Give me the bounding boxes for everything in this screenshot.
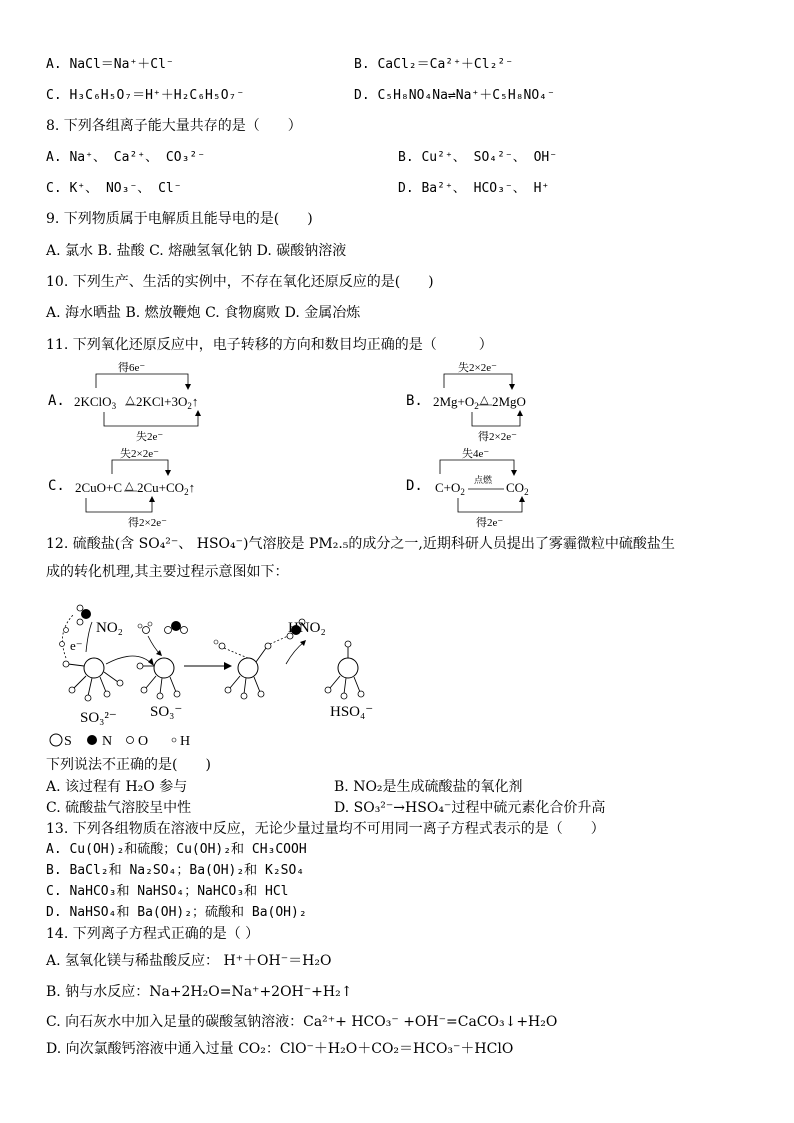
q11-c-reactant: 2CuO+C	[75, 480, 123, 495]
q12-legend-s: S	[64, 734, 72, 749]
q14-option-b: B. 钠与水反应：Na+2H₂O=Na⁺+2OH⁻+H₂↑	[46, 984, 353, 1000]
q11-c-label: C.	[48, 478, 65, 494]
q12-option-a: A. 该过程有 H₂O 参与	[46, 779, 188, 795]
q11-b-label: B.	[406, 393, 423, 409]
q13-option-d: D. NaHSO₄和 Ba(OH)₂；硫酸和 Ba(OH)₂	[46, 905, 307, 920]
q8-stem: 8. 下列各组离子能大量共存的是（ ）	[46, 118, 302, 134]
q12-legend-o: O	[138, 734, 149, 749]
q8-option-a: A. Na⁺、 Ca²⁺、 CO₃²⁻	[46, 150, 206, 165]
q11-a-label: A.	[48, 393, 65, 409]
q13-stem: 13. 下列各组物质在溶液中反应，无论少量过量均不可用同一离子方程式表示的是（ ）	[46, 821, 605, 837]
q14-option-d: D. 向次氯酸钙溶液中通入过量 CO₂：ClO⁻＋H₂O＋CO₂＝HCO₃⁻＋HClO	[46, 1041, 514, 1057]
q8-option-d: D. Ba²⁺、 HCO₃⁻、 H⁺	[398, 181, 550, 196]
q12-hno2-label: HNO₂	[288, 620, 326, 636]
q14-stem: 14. 下列离子方程式正确的是（ ）	[46, 926, 260, 942]
q7-option-d: D. C₅H₈NO₄Na⇌Na⁺＋C₅H₈NO₄⁻	[354, 88, 555, 103]
q11-a-reactant: 2KClO$_3$	[74, 394, 117, 411]
q12-legend-n: N	[102, 734, 113, 749]
q13-option-b: B. BaCl₂和 Na₂SO₄；Ba(OH)₂和 K₂SO₄	[46, 863, 305, 878]
q12-option-c: C. 硫酸盐气溶胶呈中性	[46, 800, 192, 816]
q13-option-a: A. Cu(OH)₂和硫酸；Cu(OH)₂和 CH₃COOH	[46, 842, 307, 857]
q11-a-top-label: 得6e⁻	[118, 362, 146, 374]
q10-stem: 10. 下列生产、生活的实例中，不存在氧化还原反应的是( )	[46, 274, 434, 290]
q11-d-product: $CO_2$	[506, 480, 529, 497]
q9-stem: 9. 下列物质属于电解质且能导电的是( )	[46, 211, 313, 227]
q11-a-product: $2KCl+3O_2↑$	[136, 394, 199, 411]
q11-a-bottom-label: 失2e⁻	[136, 431, 164, 443]
q12-so3-2-label: SO₃²⁻	[80, 710, 117, 726]
q12-electron: e⁻	[70, 638, 83, 653]
q13-option-c: C. NaHCO₃和 NaHSO₄；NaHCO₃和 HCl	[46, 884, 289, 899]
q11-c-condition: △	[125, 480, 134, 492]
q12-no2-label: NO₂	[96, 620, 123, 636]
q12-stem-line1: 12. 硫酸盐(含 SO₄²⁻、 HSO₄⁻)气溶胶是 PM₂.₅的成分之一,近期科研人员提出了雾霾微粒中硫酸盐生	[46, 536, 675, 552]
q11-c-product: $2Cu+CO_2↑$	[137, 480, 196, 497]
q11-d-bottom-label: 得2e⁻	[476, 517, 504, 529]
q11-d-reactant: $C+O_2$	[435, 480, 465, 497]
q11-c-bottom-label: 得2×2e⁻	[128, 517, 167, 529]
q7-option-a: A. NaCl＝Na⁺＋Cl⁻	[46, 57, 174, 72]
q9-options: A. 氯水 B. 盐酸 C. 熔融氢氧化钠 D. 碳酸钠溶液	[46, 243, 347, 259]
q11-b-bottom-label: 得2×2e⁻	[478, 431, 517, 443]
q8-option-c: C. K⁺、 NO₃⁻、 Cl⁻	[46, 181, 182, 196]
q12-option-b: B. NO₂是生成硫酸盐的氧化剂	[334, 779, 523, 795]
q12-hso4-label: HSO₄⁻	[330, 704, 374, 720]
q12-so3-label: SO₃⁻	[150, 704, 183, 720]
q11-d-top-label: 失4e⁻	[462, 448, 490, 460]
q10-options: A. 海水晒盐 B. 燃放鞭炮 C. 食物腐败 D. 金属冶炼	[46, 305, 361, 321]
q12-mechanism-diagram	[44, 592, 384, 752]
q11-d-condition: 点燃	[474, 475, 493, 485]
q12-stem-line2: 成的转化机理,其主要过程示意图如下：	[46, 564, 289, 580]
q14-option-a: A. 氢氧化镁与稀盐酸反应： H⁺＋OH⁻＝H₂O	[46, 953, 332, 969]
q11-c-top-label: 失2×2e⁻	[120, 448, 159, 460]
q11-stem: 11. 下列氧化还原反应中，电子转移的方向和数目均正确的是（ ）	[46, 337, 493, 353]
q7-option-b: B. CaCl₂＝Ca²⁺＋Cl₂²⁻	[354, 57, 514, 72]
q12-ask: 下列说法不正确的是( )	[46, 757, 211, 773]
q7-option-c: C. H₃C₆H₅O₇＝H⁺＋H₂C₆H₅O₇⁻	[46, 88, 245, 103]
q11-b-condition: △	[480, 394, 489, 406]
q12-legend-h: H	[180, 734, 191, 749]
q11-b-top-label: 失2×2e⁻	[458, 362, 497, 374]
q11-d-label: D.	[406, 478, 423, 494]
q11-c-equation	[72, 446, 212, 530]
q11-b-product: 2MgO	[492, 394, 526, 409]
q8-option-b: B. Cu²⁺、 SO₄²⁻、 OH⁻	[398, 150, 558, 165]
q14-option-c: C. 向石灰水中加入足量的碳酸氢钠溶液：Ca²⁺+ HCO₃⁻ +OH⁻=CaCO₃↓+H₂O	[46, 1014, 558, 1030]
q11-b-reactant: $2Mg+O_2$	[433, 394, 479, 411]
q11-a-condition: △	[126, 394, 135, 406]
q11-a-equation	[70, 360, 220, 444]
q11-d-equation	[432, 446, 552, 530]
q11-b-equation	[430, 360, 560, 444]
q12-option-d: D. SO₃²⁻→HSO₄⁻过程中硫元素化合价升高	[334, 800, 606, 816]
